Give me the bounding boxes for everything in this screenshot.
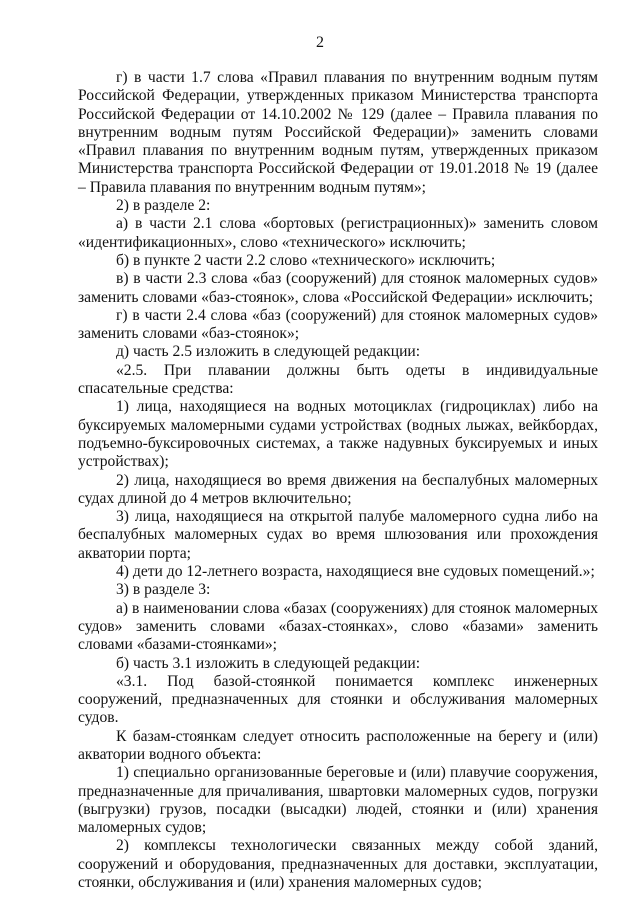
paragraph: д) часть 2.5 изложить в следующей редакции: [116,343,421,361]
paragraph: 1) специально организованные береговые и (или) плавучие сооружения, предназначенные для причаливания, швартовки маломерных судов, погрузки (выгрузки) грузов, посадки (высадки) людей, стоянки и (или) хранения маломерных судов; [78,764,598,837]
paragraph: а) в части 2.1 слова «бортовых (регистрационных)» заменить словом «идентификационных», слово «технического» исключить; [78,215,598,251]
paragraph: 4) дети до 12-летнего возраста, находящиеся вне судовых помещений.»; [116,563,595,581]
paragraph: в) в части 2.3 слова «баз (сооружений) для стоянок маломерных судов» заменить словами «баз-стоянок», слова «Российской Федерации» исключить; [78,270,598,306]
paragraph: 3) в разделе 3: [116,581,211,599]
paragraph: а) в наименовании слова «базах (сооружениях) для стоянок маломерных судов» заменить словами «базах-стоянках», слово «базами» заменить словами «базами-стоянками»; [78,599,598,654]
paragraph: б) часть 3.1 изложить в следующей редакции: [116,654,421,672]
paragraph: «2.5. При плавании должны быть одеты в индивидуальные спасательные средства: [78,361,598,398]
paragraph: К базам-стоянкам следует относить расположенные на берегу и (или) акватории водного объекта: [78,727,598,763]
paragraph: 1) лица, находящиеся на водных мотоциклах (гидроциклах) либо на буксируемых маломерными судами устройствах (водных лыжах, вейкбордах, подъемно-буксировочных системах, а также надувных буксируемых и иных устройствах); [78,398,598,471]
paragraph: 2) лица, находящиеся во время движения на беспалубных маломерных судах длиной до 4 метров включительно; [78,471,598,507]
paragraph: б) в пункте 2 части 2.2 слово «технического» исключить; [116,251,496,269]
paragraph: г) в части 1.7 слова «Правил плавания по внутренним водным путям Российской Федерации, утвержденных приказом Министерства транспорта Российской Федерации от 14.10.2002 № 129 (далее – Правила плавания по внутренним водным путям Российской Федерации)» заменить словами «Правил плавания по внутренним водным путям, утвержденных приказом Министерства транспорта Российской Федерации от 19.01.2018 № 19 (далее – Правила плавания по внутренним водным путям»; [78,69,598,196]
document-body [78,69,598,892]
page-number: 2 [316,34,324,51]
paragraph: 2) комплексы технологически связанных между собой зданий, сооружений и оборудования, предназначенных для доставки, эксплуатации, стоянки, обслуживания и (или) хранения маломерных судов; [78,837,598,892]
paragraph: 2) в разделе 2: [116,197,211,215]
paragraph: 3) лица, находящиеся на открытой палубе маломерного судна либо на беспалубных маломерных судах во время шлюзования или прохождения акватории порта; [78,508,598,562]
paragraph: г) в части 2.4 слова «баз (сооружений) для стоянок маломерных судов» заменить словами «баз-стоянок»; [78,306,598,343]
paragraph: «3.1. Под базой-стоянкой понимается комплекс инженерных сооружений, предназначенных для стоянки и обслуживания маломерных судов. [78,672,598,727]
